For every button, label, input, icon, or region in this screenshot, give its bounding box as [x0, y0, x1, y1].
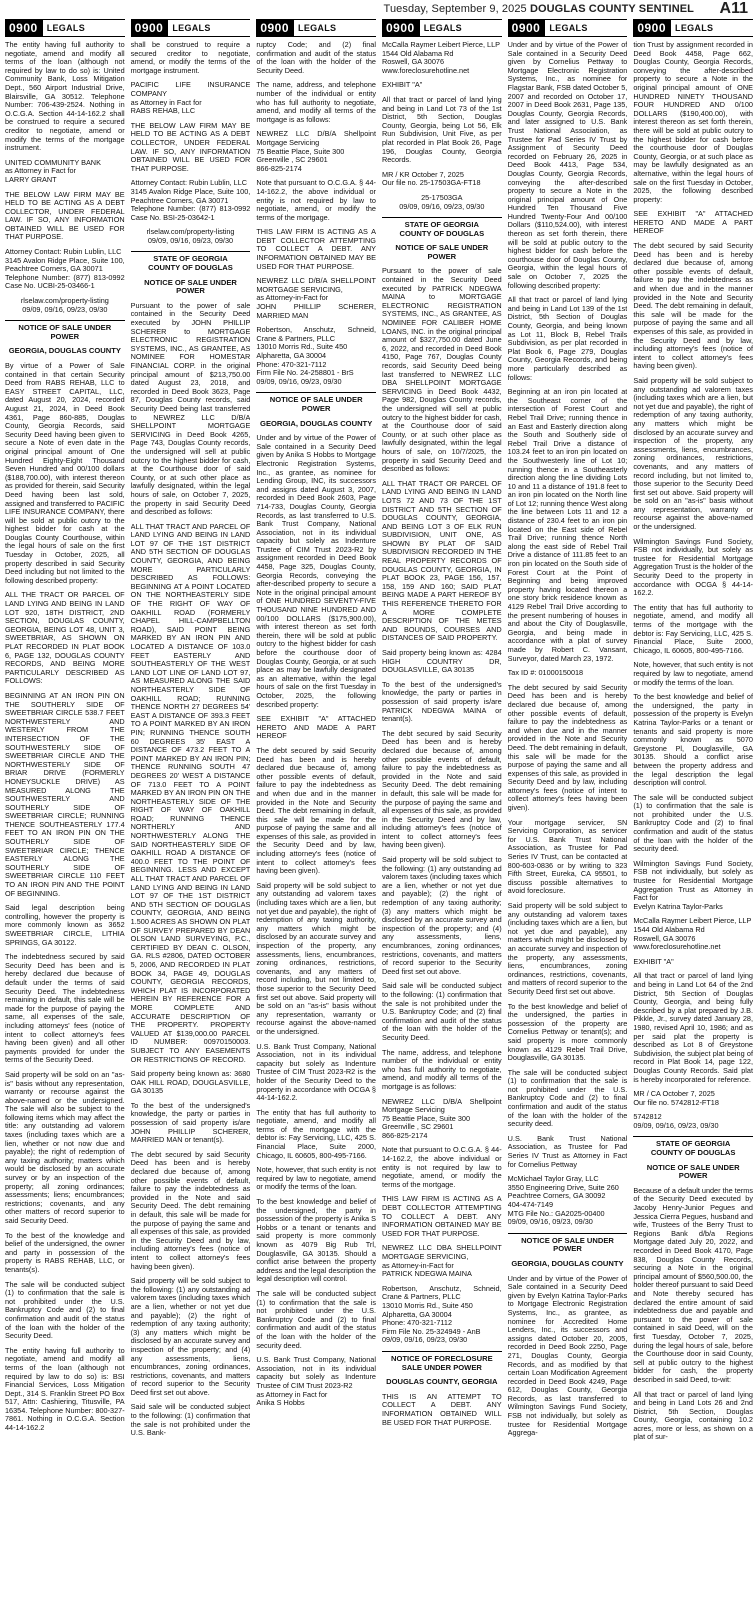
classified-code: 0900	[131, 19, 169, 37]
notice-paragraph: The entity that has full authority to negotiate, amend, and modify all terms of the mortgage with the debtor is: Fay Servicing, LLC, 425 S. Financial Place, Suite 2000, Chicago, IL 60605, 800-495-7166.	[256, 1107, 376, 1160]
column-header	[5, 19, 125, 37]
classified-label: LEGALS	[43, 19, 125, 37]
column-header	[256, 19, 376, 37]
notice-heading: NOTICE OF SALE UNDER POWER	[144, 277, 237, 296]
notice-paragraph: Said sale will be conducted subject to the following: (1) confirmation that the sale is not prohibited under the U.S. Bank-	[130, 1402, 251, 1438]
notice-paragraph: EXHIBIT "A"	[633, 956, 674, 966]
notice-paragraph: Beginning at an iron pin located at the Southeast corner of the intersection of Forest Court and Rebel Trail Drive; running thence in an East and Easterly direction along the South and Southerly side of Rebel Trail Drive a distance of 103.24 feet to an iron pin located on the Southwesterly line of Lot 10; running thence in a Southeasterly direction along the line dividing Lots 10 and 11 a distance of 191.8 feet to an iron pin located on the North line of Lot 12; running thence West along the line between Lots 11 and 12 a distance of 230.4 feet to an iron pin located on the East side of Rebel Trail Drive; running thence North along the east side of Rebel Trail Drive a distance of 111.85 feet to an iron pin located on the South side of Forest Court at the Point of Beginning and being improved property having located thereon a one story brick residence known as 4129 Rebel Trail Drive according to the present numbering of houses in and about the City of Douglasville, Georgia, and being made in accordance with a plat of survey made by Robert C. Vansant, Surveyor, dated March 23, 1972.	[507, 387, 628, 663]
notice-paragraph: Tax ID #: 01000150018	[507, 668, 584, 678]
notice-paragraph: The sale will be conducted subject (1) to confirmation that the sale is not prohibited under the U.S. Bankruptcy Code and (2) to final confirmation and audit of the status of the loan with the holder of the Security Deed.	[5, 1279, 125, 1341]
notice-paragraph: Wilmington Savings Fund Society, FSB not individually, but solely as trustee for Residential Mortgage Aggregation Trust is the holder of the Security Deed to the property in accordance with OCGA § 44-14-162.2.	[633, 536, 753, 598]
notice-paragraph: THE BELOW LAW FIRM MAY BE HELD TO BE ACTING AS A DEBT COLLECTOR, UNDER FEDERAL LAW. IF SO, ANY INFORMATION OBTAINED WILL BE USED FOR THAT PURPOSE.	[5, 189, 125, 242]
classified-label: LEGALS	[671, 19, 753, 37]
notice-paragraph: Note that pursuant to O.C.G.A. § 44-14-162.2, the above individual or entity is not required by law to negotiate, amend, or modify the terms of the mortgage.	[381, 1145, 502, 1189]
notice-paragraph: NEWREZ LLC DBA SHELLPOINT MORTGAGE SERVICING, as Attorney-in-Fact for PATRICK NDEGWA MAINA	[381, 1243, 502, 1279]
classified-code: 0900	[5, 19, 43, 37]
notice-paragraph: The debt secured by said Security Deed has been and is hereby declared due because of, among other possible events of default, failure to pay the indebtedness as and when due and in the manner provided in the Note and Security Deed. The debt remaining in default, this sale will be made for the purpose of paying the same and all expenses of this sale, as provided in the Security Deed and by law, including attorney's fees (notice of intent to collect attorney's fees having been given).	[256, 745, 376, 876]
notice-paragraph: Said property will be sold subject to the following: (1) any outstanding ad valorem taxes (including taxes which are a lien, whether or not yet due and payable); (2) the right of redemption of any taxing authority; (3) any matters which might be disclosed by an accurate survey and inspection of the property; and (4) any assessments, liens, encumbrances, zoning ordinances, restrictions, covenants, and matters of record superior to the Security Deed first set out above.	[130, 1276, 251, 1397]
notice-paragraph: Said sale will be conducted subject to the following: (1) confirmation that the sale is not prohibited under the U.S. Bankruptcy Code; and (2) final confirmation and audit of the status of the loan with the holder of the Security Deed.	[381, 981, 502, 1042]
notice-paragraph: Said legal description being controlling, however the property is more commonly known as 3652 SWEETBRIAR CIRCLE, LITHIA SPRINGS, GA 30122.	[5, 903, 125, 947]
classified-code: 0900	[508, 19, 546, 37]
legal-column	[508, 19, 628, 1591]
notice-paragraph: 25-17503GA 09/09, 09/16, 09/23, 09/30	[399, 192, 485, 211]
notice-paragraph: Note, however, that such entity is not required by law to negotiate, amend or modify the terms of the loan.	[633, 660, 753, 687]
notice-paragraph: The debt secured by said Security Deed has been and is hereby declared due because of, among other possible events of default, failure to pay the indebtedness as provided in the Note and said Security Deed. The debt remaining in default, this sale will be made for the purpose of paying the same and all expenses of this sale, as provided in the Security Deed and by law, including attorney's fees (notice of intent to collect attorney's fees having been given).	[130, 1149, 251, 1271]
notice-paragraph: The sale will be conducted subject (1) to confirmation that the sale is not prohibited under the U.S. Bankruptcy Code and (2) to final confirmation and audit of the status of the loan with the holder of the security deed.	[256, 1288, 376, 1350]
page-header	[0, 0, 756, 18]
notice-paragraph: Said property will be sold on an "as-is" basis without any representation, warranty or recourse against the above-named or the undersigned. The sale will also be subject to the following items which may affect the title: any outstanding ad valorem taxes (including taxes which are a lien, whether or not now due and payable); the right of redemption of any taxing authority; matters which would be disclosed by an accurate survey or by an inspection of the property; all zoning ordinances; assessments; liens; encumbrances; restrictions; covenants, and any other matters of record superior to said Security Deed.	[5, 1069, 125, 1225]
notice-paragraph: rlselaw.com/property-listing 09/09, 09/16, 09/23, 09/30	[20, 296, 109, 314]
notice-paragraph: NEWREZ LLC D/B/A Shellpoint Mortgage Servicing 75 Beattie Place, Suite 300 Greenville , SC 29601 866-825-2174	[381, 1096, 502, 1140]
notice-paragraph: MR / CA October 7, 2025 Our file no. 5742812-FT18	[633, 1089, 719, 1107]
notice-paragraph: NEWREZ LLC D/B/A Shellpoint Mortgage Servicing 75 Beattie Place, Suite 300 Greenville , SC 29601 866-825-2174	[256, 129, 376, 173]
notice-paragraph: Under and by virtue of the Power of Sale contained in a Security Deed given by Anika S Hobbs to Mortgage Electronic Registration Systems, Inc., as grantee, as nominee for Lending Group, INC, its successors and assigns dated August 3, 2007, recorded in Deed Book 2603, Page 714-733, Douglas County, Georgia Records, as last transferred to U.S. Bank Trust Company, National Association, not in its individual capacity but solely as Indenture Trustee of CIM Trust 2023-R2 by assignment recorded in Deed Book 4458, Page 325, Douglas County, Georgia Records, conveying the after-described property to secure a Note in the original principal amount of ONE HUNDRED SEVENTY-FIVE THOUSAND NINE HUNDRED AND 00/100 DOLLARS ($175,900.00), with interest thereon as set forth therein, there will be sold at public outcry to the highest bidder for cash before the courthouse door of Douglas County, Georgia, or at such place as may be lawfully designated as an alternative, within the legal hours of sale on the first Tuesday in October, 2025, the following described property:	[256, 433, 376, 709]
notice-paragraph: Under and by virtue of the Power of Sale contained in a Security Deed given by Cornelius Pettway to Mortgage Electronic Registration Systems, Inc., as nominee for Flagstar Bank, FSB dated October 5, 2007 and recorded on October 17, 2007 in Deed Book 2631, Page 135, Douglas County, Georgia Records, and later assigned to U.S. Bank Trust National Association, as Trustee for Pad Series IV Trust by Assignment of Security Deed recorded on February 26, 2025 in Deed Book 4413, Page 534, Douglas County, Georgia Records, conveying the after-described property to secure a Note in the original principal amount of One Hundred Ten Thousand Five Hundred Twenty-Four And 00/100 Dollars ($110,524.00), with interest thereon as set forth therein, there will be sold at public outcry to the highest bidder for cash before the courthouse door of Douglas County, Georgia, within the legal hours of sale on October 7, 2025 the following described property:	[507, 40, 628, 290]
column-header	[633, 19, 753, 37]
notice-paragraph: The sale will be conducted subject (1) to confirmation that the sale is not prohibited under the U.S. Bankruptcy Code and (2) to final confirmation and audit of the status of the loan with the holder of the security deed.	[507, 1067, 628, 1129]
notice-paragraph: tion Trust by assignment recorded in Deed Book 4458, Page 662, Douglas County, Georgia Records, conveying the after-described property to secure a Note in the original principal amount of ONE HUNDRED NINETY THOUSAND FOUR HUNDRED AND 0/100 DOLLARS ($190,400.00), with interest thereon as set forth therein, there will be sold at public outcry to the highest bidder for cash before the courthouse door of Douglas County, Georgia, or at such place as may be lawfully designated as an alternative, within the legal hours of sale on the first Tuesday in October, 2025, the following described property:	[633, 40, 753, 204]
notice-paragraph: Attorney Contact: Rubin Lublin, LLC 3145 Avalon Ridge Place, Suite 100, Peachtree Corners, GA 30071 Telephone Number: (877) 813-0992 Case No. BSI-25-03642-1	[130, 178, 251, 222]
legal-column	[256, 19, 376, 1591]
classified-code: 0900	[256, 19, 294, 37]
legal-column	[131, 19, 251, 1591]
notice-paragraph: To the best knowledge and belief of the undersigned, the parties in possession of the property are Cornelius Pettway or tenant(s); and said property is more commonly known as 4129 Rebel Trail Drive, Douglasville, GA 30135.	[507, 1001, 628, 1063]
notice-paragraph: SEE EXHIBIT "A" ATTACHED HERETO AND MADE A PART HEREOF	[256, 714, 376, 741]
notice-paragraph: Said property will be sold subject to any outstanding ad valorem taxes (including taxes which are a lien, but not yet due and payable), the right of redemption of any taxing authority, any matters which might be disclosed by an accurate survey and inspection of the property, any assessments, liens, encumbrances, zoning ordinances, restrictions, covenants, and any matters of record including, but not limited to, those superior to the Security Deed first set out above. Said property will be sold on an "as-is" basis without any representation, warranty or recourse against the above-named or the undersigned.	[633, 375, 753, 532]
notice-paragraph: Pursuant to the power of sale contained in the Security Deed executed by PATRICK NDEGWA MAINA to MORTGAGE ELECTRONIC REGISTRATION SYSTEMS, INC., AS GRANTEE, AS NOMINEE FOR CALIBER HOME LOANS, INC. in the original principal amount of $327,750.00 dated June 6, 2022, and recorded in Deed Book 4150, Page 767, Douglas County records, said Security Deed being last transferred to NEWREZ LLC DBA SHELLPOINT MORTGAGE SERVICING in Deed Book 4432, Page 982, Douglas County records, the undersigned will sell at public outcry to the highest bidder for cash, at the Courthouse door of said County, or at such other place as lawfully designated, within the legal hours of sale, on 10/7/2025, the property in said Security Deed and described as follows:	[381, 266, 502, 474]
notice-paragraph: rlselaw.com/property-listing 09/09, 09/16, 09/23, 09/30	[146, 227, 235, 245]
notice-paragraph: UNITED COMMUNITY BANK as Attorney in Fact for LARRY GRANT	[5, 157, 101, 184]
notice-paragraph: McCalla Raymer Leibert Pierce, LLP 1544 Old Alabama Rd Roswell, GA 30076 www.foreclosurehotline.net	[381, 40, 500, 75]
notice-paragraph: Said property being known as: 4284 HIGH COUNTRY DR, DOUGLASVILLE, GA 30135	[381, 648, 502, 675]
column-header	[508, 19, 628, 37]
notice-paragraph: Attorney Contact: Rubin Lublin, LLC 3145 Avalon Ridge Place, Suite 100, Peachtree Corners, GA 30071 Telephone Number: (877) 813-0992 Case No. UCBI-25-03466-1	[5, 247, 125, 291]
notice-paragraph: To the best knowledge and belief of the undersigned, the party in possession of the property is Anika S Hobbs or a tenant or tenants and said property is more commonly known as 4079 Big Rub Trl, Douglasville, GA 30135. Should a conflict arise between the property address and the legal description the legal description will control.	[256, 1197, 376, 1284]
notice-paragraph: The debt secured by said Security Deed has been and is hereby declared due because of, among other possible events of default, failure to pay the indebtedness as provided in the Note and said Security Deed. The debt remaining in default, this sale will be made for the purpose of paying the same and all expenses of this sale, as provided in the Security Deed and by law, including attorney's fees (notice of intent to collect attorney's fees having been given).	[381, 728, 502, 850]
notice-paragraph: The entity having full authority to negotiate, amend and modify all terms of the loan (although not required by law to do so) is: BSI Financial Services, Loss Mitigation Dept., 314 S. Franklin Street PO Box 517, Attn: Cashiering, Titusville, PA 16354. Telephone Number: 800-327-7861. Nothing in O.C.G.A. Section 44-14-162.2	[5, 1345, 125, 1433]
header-date: Tuesday, September 9, 2025	[383, 3, 527, 15]
notice-paragraph: To the best of the undersigned's knowledge, the party or parties in possession of said property is/are JOHN PHILLIP SCHERER, MARRIED MAN or tenant(s).	[130, 1100, 251, 1145]
notice-paragraph: BEGINNING AT AN IRON PIN ON THE SOUTHERLY SIDE OF SWEETBRIAR CIRCLE 538.7 FEET NORTHWESTERLY AND WESTERLY FROM THE INTERSECTION OF THE SOUTHWESTERLY SIDE OF SWEETBRIAR CIRCLE AND THE NORTHWESTERLY SIDE OF BRIAR DRIVE (FORMERLY HONEYSUCKLE DRIVE) AS MEASURED ALONG THE SOUTHWESTERLY AND SOUTHERLY SIDE OF SWEETBRIAR CIRCLE; RUNNING THENCE SOUTHEASTERLY 177.4 FEET TO AN IRON PIN ON THE SOUTHERLY SIDE OF SWEETBRIAR CIRCLE; THENCE EASTERLY ALONG THE SOUTHERLY SIDE OF SWEETBRIAR CIRCLE 110 FEET TO AN IRON PIN AND THE POINT OF BEGINNING.	[5, 690, 125, 898]
notice-paragraph: THE BELOW LAW FIRM MAY BE HELD TO BE ACTING AS A DEBT COLLECTOR, UNDER FEDERAL LAW. IF SO, ANY INFORMATION OBTAINED WILL BE USED FOR THAT PURPOSE.	[130, 120, 251, 173]
notice-heading: DOUGLAS COUNTY, GEORGIA	[386, 1377, 498, 1387]
notice-heading: GEORGIA, DOUGLAS COUNTY	[511, 1258, 624, 1268]
classified-label: LEGALS	[294, 19, 376, 37]
notice-heading: NOTICE OF FORECLOSURE SALE UNDER POWER	[382, 1351, 502, 1372]
notice-paragraph: The debt secured by said Security Deed has been and is hereby declared due because of, among other possible events of default, failure to pay the indebtedness as and when due and in the manner provided in the Note and Security Deed. The debt remaining in default, this sale will be made for the purpose of paying the same and all expenses of this sale, as provided in the Security Deed and by law, including attorney's fees (notice of intent to collect attorney's fees having been given).	[633, 241, 753, 371]
notice-paragraph: THIS LAW FIRM IS ACTING AS A DEBT COLLECTOR ATTEMPTING TO COLLECT A DEBT. ANY INFORMATION OBTAINED MAY BE USED FOR THAT PURPOSE.	[256, 227, 376, 271]
notice-paragraph: Because of a default under the terms of the Security Deed executed by Jacoby Henry-Junior Pegues and Jessica Cierra Pegues, husband and wife, Trustees of the Berry Trust to Regions Bank d/b/a Regions Mortgage dated July 20, 2022, and recorded in Deed Book 4170, Page 838, Douglas County Records, securing a Note in the original principal amount of $560,500.00, the holder thereof pursuant to said Deed and Note thereby secured has declared the entire amount of said indebtedness due and payable and pursuant to the power of sale contained in said Deed, will on the first Tuesday, October 7, 2025, during the legal hours of sale, before the Courthouse door in said County, sell at public outcry to the highest bidder for cash, the property described in said Deed, to-wit:	[633, 1185, 753, 1384]
notice-heading: STATE OF GEORGIA COUNTY OF DOUGLAS	[633, 1136, 753, 1157]
notice-paragraph: Note that pursuant to O.C.G.A. § 44-14-162.2, the above individual or entity is not required by law to negotiate, amend, or modify the terms of the mortgage.	[256, 178, 376, 222]
notice-paragraph: All that tract or parcel of land lying and being in Land Lot 73 of the 1st District, 5th Section, Douglas County, Georgia, being Lot 56, Elk Run Subdivision, Unit Five, as per plat recorded in Plat Book 26, Page 196, Douglas County, Georgia Records.	[381, 94, 502, 165]
notice-paragraph: All that tract or parcel of land lying and being in Land Lot 139 of the 1st District, 5th Section of Douglas County, Georgia, and being known as Lot 11, Block B, Rebel Trails Subdivision, as per plat recorded in Plat Book 6, Page 279, Douglas County, Georgia Records, and being more particularly described as follows:	[507, 295, 628, 382]
notice-paragraph: ALL THAT TRACT AND PARCEL OF LAND LYING AND BEING IN LAND LOT 97 OF THE 1ST DISTRICT AND 5TH SECTION OF DOUGLAS COUNTY, GEORGIA, AND BEING MORE PARTICULARLY DESCRIBED AS FOLLOWS: BEGINNING AT A POINT LOCATED ON THE NORTHEASTERLY SIDE OF THE RIGHT OF WAY OF OAKHILL ROAD (FORMERLY CHAPEL HILL-CAMPBELLTON ROAD), SAID POINT BEING MARKED BY AN IRON PIN AND LOCATED A DISTANCE OF 103.0 FEET EASTERLY AND SOUTHEASTERLY OF THE WEST LAND LOT LINE OF LAND LOT 97, AS MEASURED ALONG THE SAID NORTHEASTERLY SIDE OF OAKHILL ROAD; RUNNING THENCE NORTH 27 DEGREES 54' EAST A DISTANCE OF 393.3 FEET TO A POINT MARKED BY AN IRON PIN; RUNNING THENCE SOUTH 60 DEGREES 35' EAST A DISTANCE OF 473.2 FEET TO A POINT MARKED BY AN IRON PIN; THENCE RUNNING SOUTH 47 DEGREES 20' WEST A DISTANCE OF 713.0 FEET TO A POINT MARKED BY AN IRON PIN ON THE NORTHEASTERLY SIDE OF THE RIGHT OF WAY OF OAKHILL ROAD; RUNNING THENCE NORTHERLY AND NORTHWESTERLY ALONG THE SAID NORTHEASTERLY SIDE OF OAKHILL ROAD A DISTANCE OF 400.0 FEET TO THE POINT OF BEGINNING. LESS AND EXCEPT ALL THAT TRACT AND PARCEL OF LAND LYING AND BEING IN LAND LOT 97 OF THE 1ST DISTRICT AND 5TH SECTION OF DOUGLAS COUNTY, GEORGIA, AND BEING 1.500 ACRES AS SHOWN ON PLAT OF SURVEY PREPARED BY DEAN OLSON LAND SURVEYING, P.C., CERTIFIED BY DEAN C. OLSON, GA. RLS #2806, DATED OCTOBER 5, 2006, AND RECORDED IN PLAT BOOK 34, PAGE 49, DOUGLAS COUNTY, GEORGIA RECORDS, WHICH PLAT IS INCORPORATED HEREIN BY REFERENCE FOR A MORE COMPLETE AND ACCURATE DESCRIPTION OF THE PROPERTY. PROPERTY VALUED AT $139,000.00 PARCEL ID NUMBER: 00970150003. SUBJECT TO ANY EASEMENTS OR RESTRICTIONS OF RECORD.	[130, 521, 251, 1064]
notice-paragraph: Wilmington Savings Fund Society, FSB not individually, but solely as trustee for Residential Mortgage Aggregation Trust as Attorney in Fact for Evelyn Katrina Taylor-Parks	[633, 858, 753, 911]
notice-paragraph: MR / KR October 7, 2025 Our file no. 25-17503GA-FT18	[381, 169, 481, 188]
notice-paragraph: To the best knowledge and belief of the undersigned, the party in possession of the property is Evelyn Katrina Taylor-Parks or a tenant or tenants and said property is more commonly known as 5070 Greystone Pl, Douglasville, GA 30135. Should a conflict arise between the property address and the legal description the legal description will control.	[633, 692, 753, 788]
classified-label: LEGALS	[168, 19, 250, 37]
classified-label: LEGALS	[420, 19, 502, 37]
notice-paragraph: U.S. Bank Trust Company, National Association, not in its individual capacity but solely as Indenture Trustee of CIM Trust 2023-R2 as Attorney in Fact for Anika S Hobbs	[256, 1355, 376, 1408]
legal-column	[5, 19, 125, 1591]
notice-paragraph: THIS IS AN ATTEMPT TO COLLECT A DEBT. ANY INFORMATION OBTAINED WILL BE USED FOR THAT PURPOSE.	[381, 1391, 502, 1427]
notice-heading: GEORGIA, DOUGLAS COUNTY	[260, 418, 373, 428]
notice-paragraph: McMichael Taylor Gray, LLC 3550 Engineering Drive, Suite 260 Peachtree Corners, GA 30092 404-474-7149 MTG File No.: GA2025-00400 09/09, 09/16, 09/23, 09/30	[507, 1174, 619, 1227]
classified-label: LEGALS	[545, 19, 627, 37]
notice-heading: NOTICE OF SALE UNDER POWER	[256, 392, 376, 413]
notice-paragraph: Robertson, Anschutz, Schneid, Crane & Partners, PLLC 13010 Morris Rd., Suite 450 Alpharetta, GA 30004 Phone: 470-321-7112 Firm File No. 24-258801 - BrS 09/09, 09/16, 09/23, 09/30	[256, 325, 376, 386]
notice-paragraph: EXHIBIT "A"	[381, 80, 423, 90]
notice-heading: NOTICE OF SALE UNDER POWER	[395, 243, 489, 261]
notice-paragraph: Said property will be sold subject to the following: (1) any outstanding ad valorem taxes (including taxes which are a lien, whether or not yet due and payable); (2) the right of redemption of any taxing authority; (3) any matters which might be disclosed by an accurate survey and inspection of the property; and (4) any assessments, liens, encumbrances, zoning ordinances, restrictions, covenants, and matters of record superior to the Security Deed first set out above.	[381, 855, 502, 976]
notice-paragraph: Said property being known as: 3680 OAK HILL ROAD, DOUGLASVILLE, GA 30135	[130, 1069, 251, 1096]
notice-paragraph: U.S. Bank Trust National Association, as Trustee for Pad Series IV Trust as Attorney in Fact for Cornelius Pettway	[507, 1133, 628, 1169]
notice-paragraph: To the best of the undersigned's knowledge, the party or parties in possession of said property is/are PATRICK NDEGWA MAINA or tenant(s).	[381, 679, 502, 724]
notice-paragraph: The entity having full authority to negotiate, amend and modify all terms of the loan (although not required by law to do so) is: United Community Bank, Loss Mitigation Dept., 560 Airport Industrial Drive, Blairsville, GA 30512. Telephone Number: 706-439-2524. Nothing in O.C.G.A. Section 44-14-162.2 shall be construed to require a secured creditor to negotiate, amend or modify the terms of the mortgage instrument.	[5, 40, 125, 153]
notice-paragraph: Your mortgage servicer, SN Servicing Corporation, as servicer for U.S. Bank Trust National Association, as Trustee for Pad Series IV Trust, can be contacted at 800-603-0836 or by writing to 323 Fifth Street, Eureka, CA 95501, to discuss possible alternatives to avoid foreclosure.	[507, 817, 628, 896]
header-publication: DOUGLAS COUNTY SENTINEL	[529, 3, 694, 15]
notice-paragraph: The name, address, and telephone number of the individual or entity who has full authority to negotiate, amend, and modify all terms of the mortgage is as follows:	[256, 80, 376, 124]
notice-paragraph: Said property will be sold subject to any outstanding ad valorem taxes (including taxes which are a lien, but not yet due and payable), the right of redemption of any taxing authority, any matters which might be disclosed by an accurate survey and inspection of the property, any assessments, liens, encumbrances, zoning ordinances, restrictions, covenants, and any matters of record including, but not limited to, those superior to the Security Deed first set out above. Said property will be sold on an "as-is" basis without any representation, warranty or recourse against the above-named or the undersigned.	[256, 880, 376, 1036]
notice-paragraph: By virtue of a Power of Sale contained in that certain Security Deed from RABS REHAB, LLC to EASY STREET CAPITAL, LLC, dated August 20, 2024, recorded August 21, 2024, in Deed Book 4361, Page 860-885, Douglas County, Georgia Records, said Security Deed having been given to secure a Note of even date in the original principal amount of One Hundred Eighty-Eight Thousand Seven Hundred and 00/100 dollars ($188,700.00), with interest thereon as provided for therein, said Security Deed having been last sold, assigned and transferred to PACIFIC LIFE INSURANCE COMPANY, there will be sold at public outcry to the highest bidder for cash at the Douglas County Courthouse, within the legal hours of sale on the first Tuesday in October, 2025, all property described in said Security Deed including but not limited to the following described property:	[5, 361, 125, 585]
notice-paragraph: The name, address, and telephone number of the individual or entity who has full authority to negotiate, amend, and modify all terms of the mortgage is as follows:	[381, 1047, 502, 1091]
classified-code: 0900	[382, 19, 420, 37]
notice-heading: NOTICE OF SALE UNDER POWER	[5, 320, 125, 341]
notice-paragraph: The entity that has full authority to negotiate, amend, and modify all terms of the mortgage with the debtor is: Fay Servicing, LLC, 425 S. Financial Place, Suite 2000, Chicago, IL 60605, 800-495-7166.	[633, 602, 753, 655]
column-header	[131, 19, 251, 37]
classified-code: 0900	[633, 19, 671, 37]
notice-paragraph: 5742812 09/09, 09/16, 09/23, 09/30	[633, 1112, 719, 1130]
notice-paragraph: NEWREZ LLC D/B/A SHELLPOINT MORTGAGE SERVICING, as Attorney-in-Fact for JOHN PHILLIP SCHERER, MARRIED MAN	[256, 276, 376, 320]
notice-heading: NOTICE OF SALE UNDER POWER	[508, 1233, 628, 1254]
notice-paragraph: Under and by virtue of the Power of Sale contained in a Security Deed given by Evelyn Katrina Taylor-Parks to Mortgage Electronic Registration Systems, Inc., as grantee, as nominee for Accredited Home Lenders, Inc., its successors and assigns dated October 20, 2005, recorded in Deed Book 2250, Page 271, Douglas County, Georgia Records, and as modified by that certain Loan Modification Agreement recorded in Deed Book 4249, Page 612, Douglas County, Georgia Records, as last transferred to Wilmington Savings Fund Society, FSB not individually, but solely as trustee for Residential Mortgage Aggrega-	[507, 1273, 628, 1438]
notice-paragraph: To the best of the knowledge and belief of the undersigned, the owner and party in possession of the property is RABS REHAB, LLC, or tenants(s).	[5, 1230, 125, 1274]
notice-paragraph: SEE EXHIBIT "A" ATTACHED HERETO AND MADE A PART HEREOF	[633, 209, 753, 236]
notice-paragraph: All that tract or parcel of land lying and being in Land Lot 64 of the 2nd District, 5th Section of Douglas County, Georgia, and being fully described by a plat prepared by J.B. Pikkle, Jr., survey dated January 28, 1980, revised April 10, 1986; and as per said plat the property is described as Lot 8 of Greystone Subdivision, the subject plat being of record in Plat Book 14, page 122, Douglas County Records. Said plat is hereby incorporated for reference.	[633, 971, 753, 1084]
page-number: A11	[719, 0, 748, 17]
header-dateline	[384, 3, 694, 15]
notice-paragraph: shall be construed to require a secured creditor to negotiate, amend, or modify the terms of the mortgage instrument.	[130, 40, 251, 75]
notice-paragraph: The indebtedness secured by said Security Deed has been and is hereby declared due because of default under the terms of said Security Deed. The indebtedness remaining in default, this sale will be made for the purpose of paying the same, all expenses of the sale, including attorneys' fees (notice of intent to collect attorney's fees having been given) and all other payments provided for under the terms of the Security Deed.	[5, 952, 125, 1065]
legal-column	[633, 19, 753, 1591]
notice-paragraph: ALL THAT TRACT OR PARCEL OF LAND LYING AND BEING IN LAND LOTS 72 AND 73 OF THE 1ST DISTRICT AND 5TH SECTION OF DOUGLAS COUNTY, GEORGIA, AND BEING LOT 3 OF ELK RUN SUBDIVISION, UNIT ONE, AS SHOWN BY PLAT OF SAID SUBDIVISION RECORDED IN THE REAL PROPERTY RECORDS OF DOUGLAS COUNTY, GEORGIA, IN PLAT BOOK 23, PAGE 156, 157, 158, 159 AND 160; SAID PLAT BEING MADE A PART HEREOF BY THIS REFERENCE THERETO FOR A MORE COMPLETE DESCRIPTION OF THE METES AND BOUNDS, COURSES AND DISTANCES OF SAID PROPERTY.	[381, 478, 502, 643]
notice-paragraph: The debt secured by said Security Deed has been and is hereby declared due because of, among other possible events of default, failure to pay the indebtedness as and when due and in the manner provided in the Note and Security Deed. The debt remaining in default, this sale will be made for the purpose of paying the same and all expenses of this sale, as provided in Security Deed and by law, including attorney's fees (notice of intent to collect attorney's fees having been given).	[507, 682, 628, 813]
notice-paragraph: PACIFIC LIFE INSURANCE COMPANY as Attorney in Fact for RABS REHAB, LLC	[130, 80, 251, 116]
notice-paragraph: Said property will be sold subject to any outstanding ad valorem taxes (including taxes which are a lien, but not yet due and payable), any matters which might be disclosed by an accurate survey and inspection of the property, any assessments, liens, encumbrances, zoning ordinances, restrictions, covenants, and matters of record superior to the Security Deed first set out above.	[507, 901, 628, 996]
column-header	[382, 19, 502, 37]
notice-paragraph: ruptcy Code; and (2) final confirmation and audit of the status of the loan with the holder of the Security Deed.	[256, 40, 376, 75]
legal-column	[382, 19, 502, 1591]
legal-columns	[5, 19, 753, 1591]
notice-heading: NOTICE OF SALE UNDER POWER	[646, 1162, 740, 1181]
notice-paragraph: Robertson, Anschutz, Schneid, Crane & Partners, PLLC 13010 Morris Rd., Suite 450 Alpharetta, GA 30004 Phone: 470-321-7112 Firm File No. 25-324949 - AnB 09/09, 09/16, 09/23, 09/30	[381, 1283, 502, 1345]
notice-paragraph: Pursuant to the power of sale contained in the Security Deed executed by JOHN PHILLIP SCHERER to MORTGAGE ELECTRONIC REGISTRATION SYSTEMS, INC., AS GRANTEE, AS NOMINEE FOR HOMESTAR FINANCIAL CORP. in the original principal amount of $213,750.00 dated August 23, 2018, and recorded in Deed Book 3623, Page 87, Douglas County records, said Security Deed being last transferred to NEWREZ LLC D/B/A SHELLPOINT MORTGAGE SERVICING in Deed Book 4265, Page 743, Douglas County records, the undersigned will sell at public outcry to the highest bidder for cash, at the Courthouse door of said County, or at such other place as lawfully designated, within the legal hours of sale, on October 7, 2025, the property in said Security Deed and described as follows:	[130, 300, 251, 517]
notice-paragraph: THIS LAW FIRM IS ACTING AS A DEBT COLLECTOR ATTEMPTING TO COLLECT A DEBT. ANY INFORMATION OBTAINED MAY BE USED FOR THAT PURPOSE.	[381, 1194, 502, 1238]
notice-paragraph: U.S. Bank Trust Company, National Association, not in its individual capacity but solely as Indenture Trustee of CIM Trust 2023-R2 is the holder of the Security Deed to the property in accordance with OCGA § 44-14-162.2.	[256, 1041, 376, 1103]
notice-paragraph: ALL THE TRACT OR PARCEL OF LAND LYING AND BEING IN LAND LOT 920, 18TH DISTRICT, 2ND SECTION, DOUGLAS COUNTY, GEORGIA, BEING LOT 48, UNIT 3, SWEETBRIAR, AS SHOWN ON PLAT RECORDED IN PLAT BOOK 6, PAGE 132, DOUGLAS COUNTY RECORDS, AND BEING MORE PARTICULARLY DESCRIBED AS FOLLOWS:	[5, 590, 125, 686]
notice-heading: STATE OF GEORGIA COUNTY OF DOUGLAS	[382, 217, 502, 238]
notice-heading: STATE OF GEORGIA COUNTY OF DOUGLAS	[131, 251, 251, 272]
notice-paragraph: McCalla Raymer Leibert Pierce, LLP 1544 Old Alabama Rd Roswell, GA 30076 www.foreclosurehotline.net	[633, 916, 752, 952]
notice-heading: GEORGIA, DOUGLAS COUNTY	[8, 346, 121, 356]
notice-paragraph: All that tract or parcel of land lying and being in Land Lots 26 and 2nd District, 5th Section, Douglas County, Georgia, containing 10.2 acres, more or less, as shown on a plat of sur-	[633, 1389, 753, 1442]
notice-paragraph: The sale will be conducted subject (1) to confirmation that the sale is not prohibited under the U.S. Bankruptcy Code and (2) to final confirmation and audit of the status of the loan with the holder of the security deed.	[633, 792, 753, 854]
notice-paragraph: Note, however, that such entity is not required by law to negotiate, amend or modify the terms of the loan.	[256, 1165, 376, 1192]
